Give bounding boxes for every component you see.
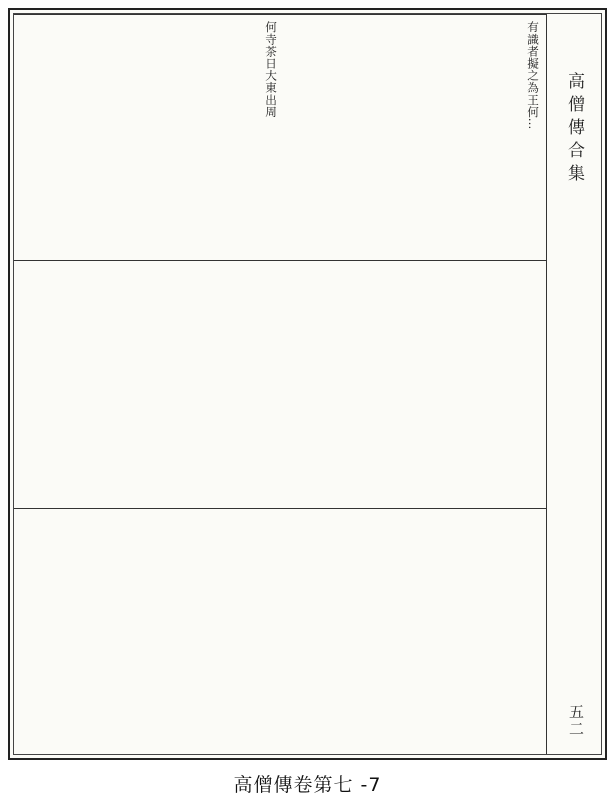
scripture-page xyxy=(8,8,607,760)
text-column: 有識者擬之為王何… xyxy=(526,21,540,130)
text-column: 何寺茶日大東出周 xyxy=(264,21,278,118)
margin-strip xyxy=(546,14,601,754)
page-number: 五二 xyxy=(567,704,585,738)
page-inner-border xyxy=(13,13,602,755)
page-footer-caption: 高僧傳卷第七 -7 xyxy=(233,774,382,796)
text-register-middle xyxy=(14,260,547,509)
text-register-top xyxy=(14,14,547,261)
collection-title: 高僧傳合集 xyxy=(564,72,584,187)
text-register-bottom xyxy=(14,508,547,754)
